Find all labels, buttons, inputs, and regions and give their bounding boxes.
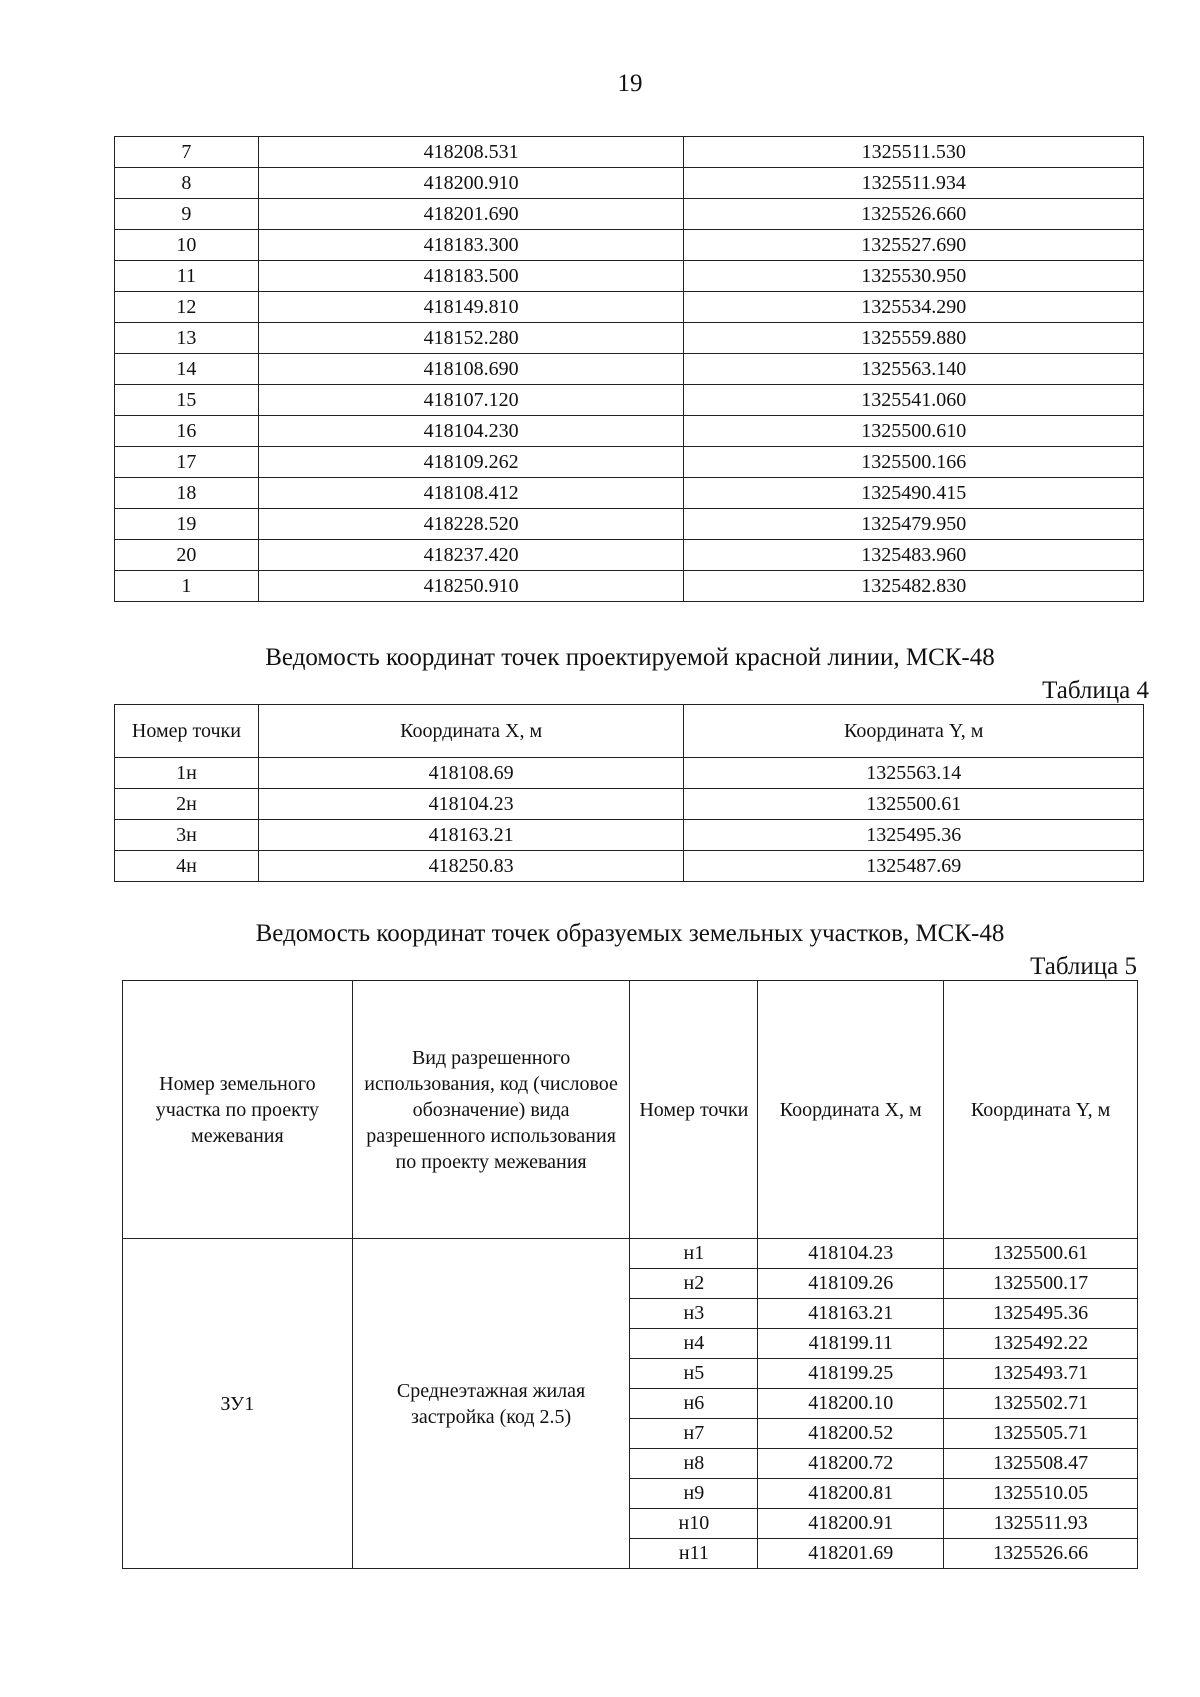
coordinate-x: 418108.69 [258, 758, 684, 789]
coordinate-y: 1325500.61 [684, 789, 1144, 820]
coordinate-x: 418200.10 [758, 1389, 944, 1419]
table4-header-row [115, 705, 1144, 758]
coordinate-x: 418200.81 [758, 1479, 944, 1509]
point-number: н1 [630, 1239, 758, 1269]
coordinate-y: 1325487.69 [684, 851, 1144, 882]
header-coordinate-x: Координата X, м [258, 705, 684, 758]
coordinate-x: 418109.26 [758, 1269, 944, 1299]
point-number: 10 [115, 230, 259, 261]
table4-label: Таблица 4 [1042, 677, 1149, 704]
coordinate-y: 1325500.61 [944, 1239, 1138, 1269]
coordinate-y: 1325492.22 [944, 1329, 1138, 1359]
header-coordinate-y: Координата Y, м [684, 705, 1144, 758]
page-number: 19 [617, 70, 643, 97]
point-number: 18 [115, 478, 259, 509]
table-row [115, 540, 1144, 571]
coordinate-x: 418200.910 [258, 168, 684, 199]
point-number: 14 [115, 354, 259, 385]
coordinate-x: 418104.23 [258, 789, 684, 820]
coordinate-y: 1325563.140 [684, 354, 1144, 385]
coordinate-y: 1325482.830 [684, 571, 1144, 602]
table4-heading: Ведомость координат точек проектируемой красной линии, МСК-48 [265, 644, 995, 671]
coordinate-y: 1325511.530 [684, 137, 1144, 168]
coordinate-y: 1325490.415 [684, 478, 1144, 509]
header-plot-number: Номер земельного участка по проекту межевания [123, 981, 353, 1239]
coordinate-x: 418183.300 [258, 230, 684, 261]
table-row [115, 354, 1144, 385]
point-number: н11 [630, 1539, 758, 1569]
table-row [115, 385, 1144, 416]
point-number: 2н [115, 789, 259, 820]
coordinate-y: 1325500.610 [684, 416, 1144, 447]
point-number: н8 [630, 1449, 758, 1479]
permitted-use: Среднеэтажная жилая застройка (код 2.5) [352, 1239, 630, 1569]
table-row [115, 261, 1144, 292]
coordinate-y: 1325493.71 [944, 1359, 1138, 1389]
point-number: н2 [630, 1269, 758, 1299]
coordinate-x: 418237.420 [258, 540, 684, 571]
coordinate-y: 1325511.934 [684, 168, 1144, 199]
plot-number: ЗУ1 [123, 1239, 353, 1569]
point-number: н3 [630, 1299, 758, 1329]
table5-label: Таблица 5 [1030, 953, 1137, 980]
point-number: 1 [115, 571, 259, 602]
point-number: 9 [115, 199, 259, 230]
coordinate-x: 418109.262 [258, 447, 684, 478]
coordinate-x: 418200.91 [758, 1509, 944, 1539]
table-row [115, 199, 1144, 230]
table-row [115, 851, 1144, 882]
coordinate-x: 418104.230 [258, 416, 684, 447]
point-number: н5 [630, 1359, 758, 1389]
coordinate-y: 1325510.05 [944, 1479, 1138, 1509]
coordinate-x: 418163.21 [758, 1299, 944, 1329]
coordinate-y: 1325505.71 [944, 1419, 1138, 1449]
coordinate-x: 418163.21 [258, 820, 684, 851]
coordinate-y: 1325530.950 [684, 261, 1144, 292]
point-number: 1н [115, 758, 259, 789]
header-coordinate-y: Координата Y, м [944, 981, 1138, 1239]
coordinate-x: 418183.500 [258, 261, 684, 292]
point-number: н7 [630, 1419, 758, 1449]
coordinate-x: 418201.69 [758, 1539, 944, 1569]
point-number: 13 [115, 323, 259, 354]
coordinate-x: 418201.690 [258, 199, 684, 230]
point-number: 11 [115, 261, 259, 292]
coordinate-x: 418199.11 [758, 1329, 944, 1359]
coordinate-x: 418228.520 [258, 509, 684, 540]
coordinate-x: 418200.72 [758, 1449, 944, 1479]
point-number: н4 [630, 1329, 758, 1359]
table-row [115, 137, 1144, 168]
table-row [115, 168, 1144, 199]
table-row [115, 230, 1144, 261]
coordinate-y: 1325508.47 [944, 1449, 1138, 1479]
table-row [115, 571, 1144, 602]
coordinate-y: 1325526.660 [684, 199, 1144, 230]
land-plots-coordinates-table [122, 980, 1138, 1569]
table5-header-row [123, 981, 1138, 1239]
coordinate-x: 418107.120 [258, 385, 684, 416]
coordinate-y: 1325526.66 [944, 1539, 1138, 1569]
coordinate-y: 1325479.950 [684, 509, 1144, 540]
coordinate-y: 1325541.060 [684, 385, 1144, 416]
point-number: 7 [115, 137, 259, 168]
coordinate-y: 1325483.960 [684, 540, 1144, 571]
coordinate-x: 418108.412 [258, 478, 684, 509]
header-point-number: Номер точки [115, 705, 259, 758]
coordinate-x: 418104.23 [758, 1239, 944, 1269]
red-line-coordinates-table [114, 704, 1144, 882]
table-row [123, 1239, 1138, 1269]
table-row [115, 509, 1144, 540]
point-number: н9 [630, 1479, 758, 1509]
coordinate-y: 1325500.17 [944, 1269, 1138, 1299]
table-row [115, 447, 1144, 478]
coordinate-y: 1325534.290 [684, 292, 1144, 323]
coordinate-y: 1325527.690 [684, 230, 1144, 261]
point-number: 12 [115, 292, 259, 323]
table-row [115, 758, 1144, 789]
point-number: 16 [115, 416, 259, 447]
coordinate-y: 1325500.166 [684, 447, 1144, 478]
coordinates-table-continuation [114, 136, 1144, 602]
table-row [115, 789, 1144, 820]
coordinate-x: 418200.52 [758, 1419, 944, 1449]
header-permitted-use: Вид разрешенного использования, код (числовое обозначение) вида разрешенного использования по проекту межевания [352, 981, 630, 1239]
table-row [115, 323, 1144, 354]
table-row [115, 820, 1144, 851]
point-number: н10 [630, 1509, 758, 1539]
point-number: 19 [115, 509, 259, 540]
coordinate-y: 1325511.93 [944, 1509, 1138, 1539]
header-coordinate-x: Координата X, м [758, 981, 944, 1239]
coordinate-x: 418250.910 [258, 571, 684, 602]
coordinate-x: 418199.25 [758, 1359, 944, 1389]
table-row [115, 292, 1144, 323]
point-number: н6 [630, 1389, 758, 1419]
coordinate-x: 418208.531 [258, 137, 684, 168]
coordinate-y: 1325502.71 [944, 1389, 1138, 1419]
table5-heading: Ведомость координат точек образуемых земельных участков, МСК-48 [255, 920, 1005, 947]
point-number: 4н [115, 851, 259, 882]
point-number: 8 [115, 168, 259, 199]
coordinate-x: 418250.83 [258, 851, 684, 882]
coordinate-x: 418152.280 [258, 323, 684, 354]
point-number: 17 [115, 447, 259, 478]
coordinate-x: 418149.810 [258, 292, 684, 323]
table-row [115, 416, 1144, 447]
point-number: 20 [115, 540, 259, 571]
coordinate-y: 1325495.36 [944, 1299, 1138, 1329]
table-row [115, 478, 1144, 509]
coordinate-x: 418108.690 [258, 354, 684, 385]
point-number: 3н [115, 820, 259, 851]
coordinate-y: 1325563.14 [684, 758, 1144, 789]
point-number: 15 [115, 385, 259, 416]
coordinate-y: 1325559.880 [684, 323, 1144, 354]
header-point-number: Номер точки [630, 981, 758, 1239]
coordinate-y: 1325495.36 [684, 820, 1144, 851]
